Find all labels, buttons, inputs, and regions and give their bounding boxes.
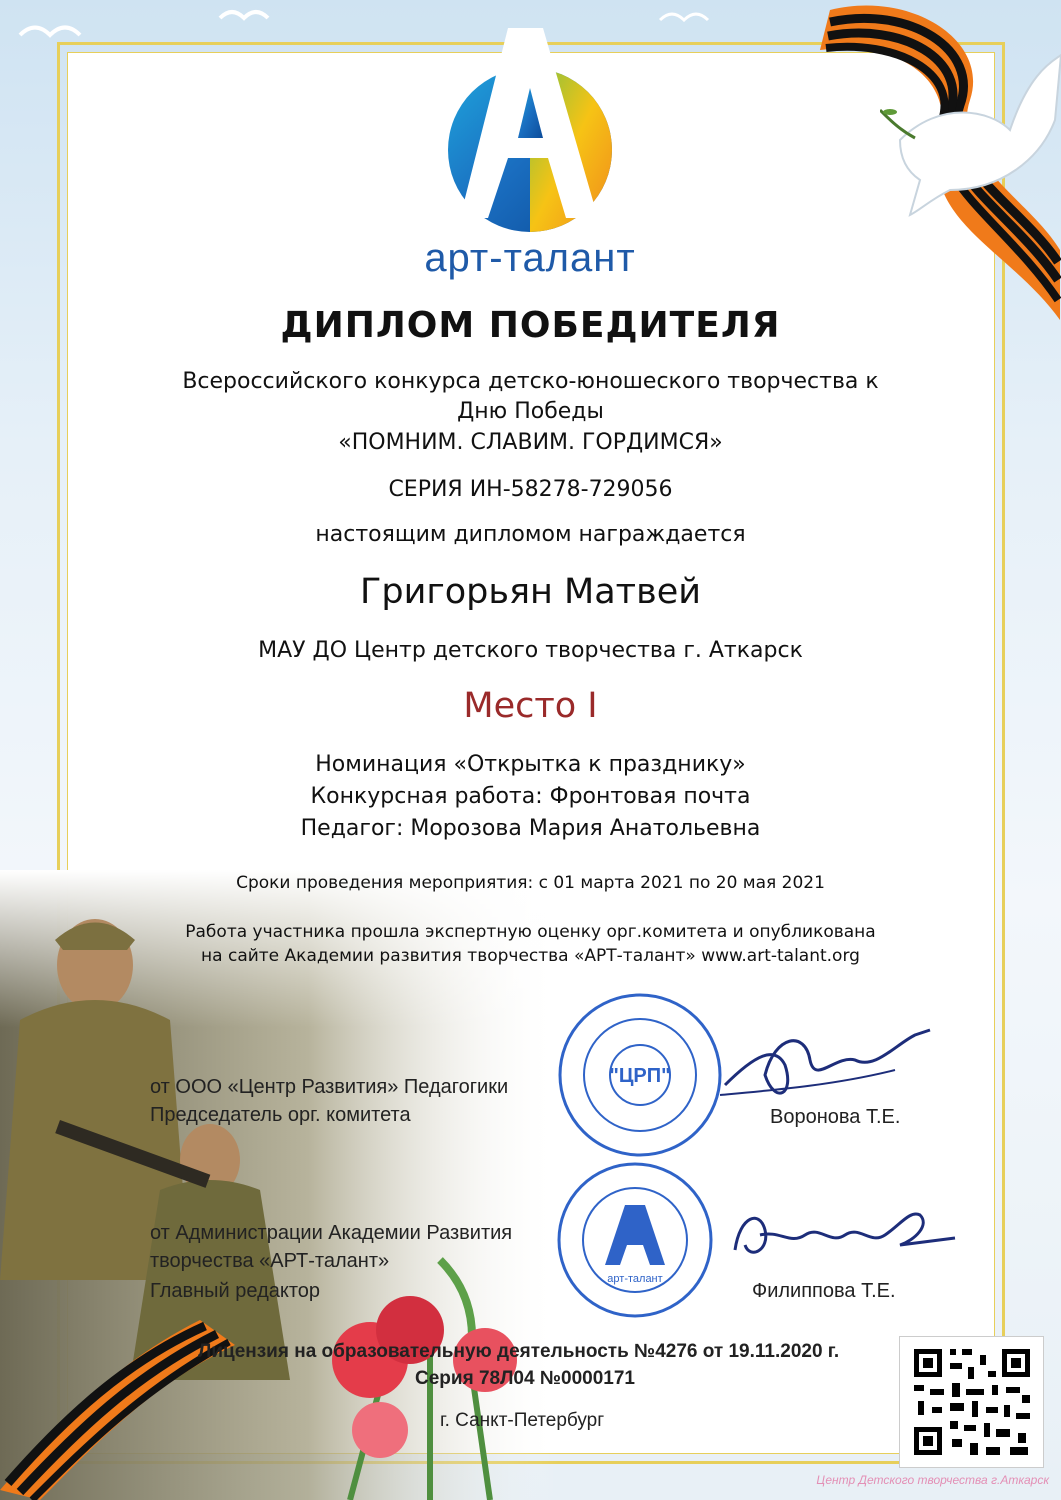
art-talant-logo xyxy=(448,28,616,233)
teacher: Педагог: Морозова Мария Анатольевна xyxy=(300,816,761,841)
signer-1-name: Воронова Т.Е. xyxy=(770,1106,901,1128)
signer-2-line-3: Главный редактор xyxy=(150,1280,321,1302)
note-line-2: на сайте Академии развития творчества «АРТ-талант» www.art-talant.org xyxy=(201,946,860,966)
event-dates: Сроки проведения мероприятия: с 01 марта 2021 по 20 мая 2021 xyxy=(236,873,825,893)
series-number: СЕРИЯ ИН-58278-729056 xyxy=(388,477,673,502)
signer-1-line-2: Председатель орг. комитета xyxy=(150,1104,411,1126)
stamp-art-talant-center: арт-талант xyxy=(607,1273,663,1285)
stamp-crp xyxy=(555,990,725,1160)
recipient-name: Григорьян Матвей xyxy=(360,572,701,612)
dove-icon xyxy=(880,50,1061,220)
nomination: Номинация «Открытка к празднику» xyxy=(315,752,746,777)
diploma-title: ДИПЛОМ ПОБЕДИТЕЛЯ xyxy=(280,305,781,346)
signer-2-name: Филиппова Т.Е. xyxy=(752,1280,896,1302)
awarded-text: настоящим дипломом награждается xyxy=(315,522,746,547)
contest-line-1: Всероссийского конкурса детско-юношеского творчества к xyxy=(182,369,879,394)
contest-line-2: Дню Победы xyxy=(457,399,604,424)
place: Место I xyxy=(463,686,598,726)
contest-work: Конкурсная работа: Фронтовая почта xyxy=(310,784,751,809)
signer-2-line-2: творчества «АРТ-талант» xyxy=(150,1250,390,1272)
contest-line-3: «ПОМНИМ. СЛАВИМ. ГОРДИМСЯ» xyxy=(338,430,723,455)
organization: МАУ ДО Центр детского творчества г. Аткарск xyxy=(258,638,803,663)
st-george-ribbon-bottom xyxy=(0,1300,260,1500)
qr-code xyxy=(899,1336,1044,1468)
stamp-art-talant xyxy=(555,1160,715,1320)
stamp-crp-center: "ЦРП" xyxy=(609,1065,671,1087)
signature-voronova xyxy=(715,1015,945,1115)
license-line-2: Серия 78Л04 №0000171 xyxy=(415,1368,635,1389)
note-line-1: Работа участника прошла экспертную оценку орг.комитета и опубликована xyxy=(185,922,876,942)
watermark-text: Центр Детского творчества г.Аткарск xyxy=(816,1473,1049,1487)
license-line-3: г. Санкт-Петербург xyxy=(440,1410,605,1431)
signer-2-line-1: от Администрации Академии Развития xyxy=(150,1222,513,1244)
signature-filippova xyxy=(720,1190,960,1280)
signer-1-line-1: от ООО «Центр Развития» Педагогики xyxy=(150,1076,509,1098)
logo-text: арт-талант xyxy=(424,236,636,280)
license-line-1: Лицензия на образовательную деятельность №4276 от 19.11.2020 г. xyxy=(198,1341,840,1362)
